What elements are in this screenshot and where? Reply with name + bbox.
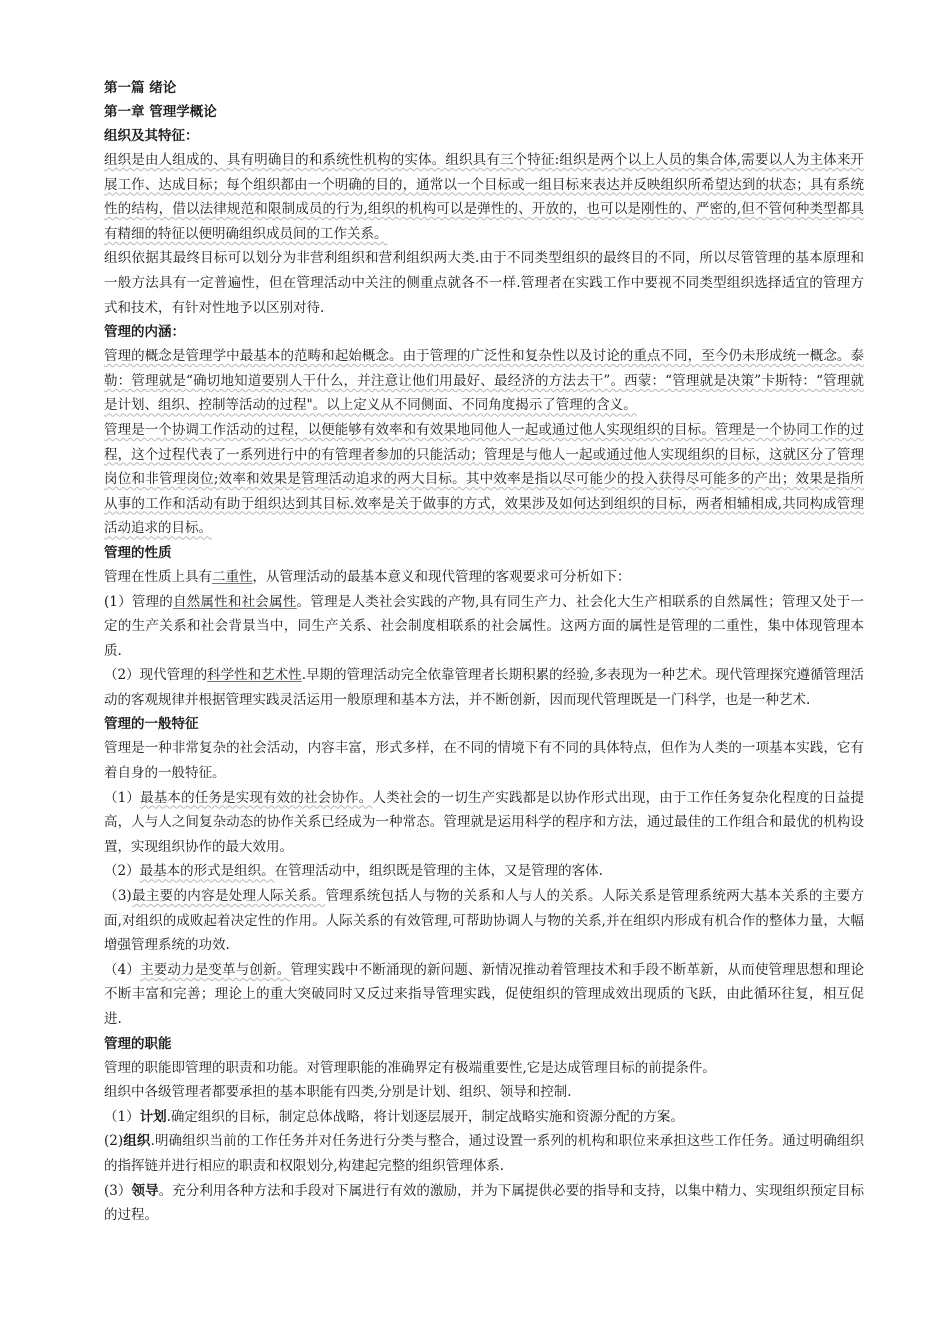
part-title: 第一篇 绪论 bbox=[104, 80, 177, 96]
paragraph: 组织是由人组成的、具有明确目的和系统性机构的实体。组织具有三个特征:组织是两个以上人员的集合体,需要以人为主体来开展工作、达成目标；每个组织都由一个明确的目的，通常以一个目标或一组目标来表达并反映组织所希望达到的状态；具有系统性的结构，借以法律规范和限制成员的行为,组织的机构可以是弹性的、开放的，也可以是刚性的、严密的,但不管何种类型都具有精细的特征以便明确组织成员间的工作关系。 bbox=[104, 152, 864, 242]
paragraph: 管理是一种非常复杂的社会活动，内容丰富，形式多样，在不同的情境下有不同的具体特点，但作为人类的一项基本实践，它有着自身的一般特征。 bbox=[104, 740, 864, 782]
document-page bbox=[104, 76, 864, 1228]
paragraph: 管理的职能即管理的职责和功能。对管理职能的准确界定有极端重要性,它是达成管理目标的前提条件。 bbox=[104, 1059, 716, 1076]
paragraph: （4）主要动力是变革与创新。管理实践中不断涌现的新问题、新情况推动着管理技术和手段不断革新，从而使管理思想和理论不断丰富和完善；理论上的重大突破同时又反过来指导管理实践，促使组织的管理成效出现质的飞跃，由此循环往复，相互促进. bbox=[104, 961, 864, 1027]
paragraph: （3)最主要的内容是处理人际关系。管理系统包括人与物的关系和人与人的关系。人际关系是管理系统两大基本关系的主要方面,对组织的成败起着决定性的作用。人际关系的有效管理,可帮助协调人与物的关系,并在组织内形成有机合作的整体力量，大幅增强管理系统的功效. bbox=[104, 888, 865, 954]
paragraph: 管理的概念是管理学中最基本的范畴和起始概念。由于管理的广泛性和复杂性以及讨论的重点不同，至今仍未形成统一概念。泰勒：管理就是“确切地知道要别人干什么，并注意让他们用最好、最经济的方法去干”。西蒙：“管理就是决策”卡斯特：“管理就是计划、组织、控制等活动的过程"。以上定义从不同侧面、不同角度揭示了管理的含义。 bbox=[104, 348, 864, 414]
section-heading-features: 管理的一般特征 bbox=[104, 716, 199, 733]
section-heading-nature: 管理的性质 bbox=[104, 544, 172, 561]
paragraph: 管理是一个协调工作活动的过程，以便能够有效率和有效果地同他人一起或通过他人实现组织的目标。管理是一个协同工作的过程，这个过程代表了一系列进行中的有管理者参加的只能活动；管理是与他人一起或通过他人实现组织的目标，这就区分了管理岗位和非管理岗位;效率和效果是管理活动追求的两大目标。其中效率是指以尽可能少的投入获得尽可能多的产出；效果是指所从事的工作和活动有助于组织达到其目标.效率是关于做事的方式，效果涉及如何达到组织的目标，两者相辅相成,共同构成管理活动追求的目标。 bbox=[104, 421, 864, 537]
paragraph: 组织依据其最终目标可以划分为非营利组织和营利组织两大类.由于不同类型组织的最终目的不同，所以尽管管理的基本原理和一般方法具有一定普遍性，但在管理活动中关注的侧重点就各不一样.管理者在实践工作中要视不同类型组织选择适宜的管理方式和技术，有针对性地予以区别对待. bbox=[104, 250, 864, 316]
section-heading-organization: 组织及其特征： bbox=[104, 128, 199, 144]
paragraph: （2）最基本的形式是组织。在管理活动中，组织既是管理的主体，又是管理的客体. bbox=[104, 863, 603, 880]
paragraph: （1）计划.确定组织的目标，制定总体战略，将计划逐层展开，制定战略实施和资源分配的方案。 bbox=[104, 1108, 684, 1125]
paragraph: (1）管理的自然属性和社会属性。管理是人类社会实践的产物,具有同生产力、社会化大生产相联系的自然属性；管理又处于一定的生产关系和社会背景当中，同生产关系、社会制度相联系的社会属性。这两方面的属性是管理的二重性，集中体现管理本质. bbox=[104, 593, 865, 659]
paragraph: （1）最基本的任务是实现有效的社会协作。人类社会的一切生产实践都是以协作形式出现，由于工作任务复杂化程度的日益提高，人与人之间复杂动态的协作关系已经成为一种常态。管理就是运用科学的程序和方法，通过最佳的工作组合和最优的机构设置，实现组织协作的最大效用。 bbox=[104, 789, 865, 855]
paragraph: (2)组织.明确组织当前的工作任务并对任务进行分类与整合，通过设置一系列的机构和职位来承担这些工作任务。通过明确组织的指挥链并进行相应的职责和权限划分,构建起完整的组织管理体系. bbox=[104, 1133, 865, 1174]
paragraph: （2）现代管理的科学性和艺术性.早期的管理活动完全依靠管理者长期积累的经验,多表现为一种艺术。现代管理探究遵循管理活动的客观规律并根据管理实践灵活运用一般原理和基本方法，并不断创新，因而现代管理既是一门科学，也是一种艺术. bbox=[104, 667, 864, 708]
paragraph: (3）领导。充分利用各种方法和手段对下属进行有效的激励，并为下属提供必要的指导和支持，以集中精力、实现组织预定目标的过程。 bbox=[104, 1182, 865, 1224]
chapter-title: 第一章 管理学概论 bbox=[104, 104, 217, 120]
section-heading-meaning: 管理的内涵： bbox=[104, 324, 185, 341]
section-heading-functions: 管理的职能 bbox=[104, 1035, 172, 1052]
paragraph: 管理在性质上具有二重性，从管理活动的最基本意义和现代管理的客观要求可分析如下： bbox=[104, 568, 631, 585]
paragraph: 组织中各级管理者都要承担的基本职能有四类,分别是计划、组织、领导和控制. bbox=[104, 1084, 572, 1101]
